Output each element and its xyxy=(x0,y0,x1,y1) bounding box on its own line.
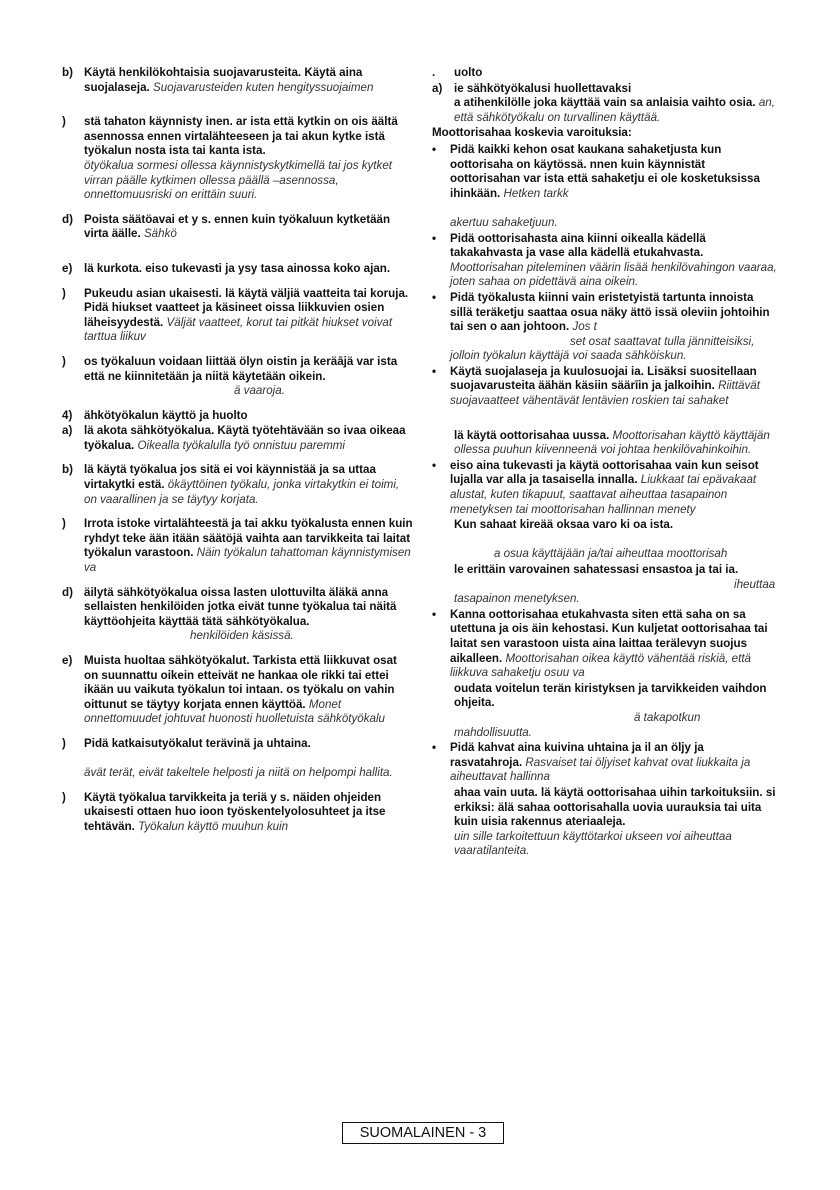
rule-4e xyxy=(62,654,414,727)
warning-5 xyxy=(432,429,778,458)
rule-note: Väljät vaatteet, korut tai pitkät hiukset voivat tarttua liikuv xyxy=(84,315,393,344)
warning-note: Rasvaiset tai öljyiset kahvat ovat liukkaita ja aiheuttavat hallinna xyxy=(450,755,751,784)
item-label: d) xyxy=(62,212,73,226)
rule-text: lä kurkota. eiso tukevasti ja ysy tasa ainossa koko ajan. xyxy=(84,261,391,275)
chainsaw-warnings-heading: Moottorisahaa koskevia varoituksia: xyxy=(432,126,632,140)
rule-text: Käytä henkilökohtaisia suojavarusteita. Käytä aina suojalaseja. xyxy=(84,66,363,94)
rule-4a xyxy=(62,424,414,453)
warning-9 xyxy=(432,608,778,681)
item-label: a) xyxy=(62,424,73,438)
rule-note: henkilöiden käsissä. xyxy=(190,629,294,643)
rule-text: Pidä katkaisutyökalut terävinä ja uhtaina. xyxy=(84,736,311,750)
rule-note: Näin työkalun tahattoman käynnistymisen va xyxy=(84,546,411,575)
rule-text-2: a atihenkilölle joka käyttää vain sa anlaisia vaihto osia. xyxy=(454,96,756,110)
warning-7 xyxy=(432,518,778,562)
warning-text: le erittäin varovainen sahatessasi ensastoa ja tai ia. xyxy=(454,563,739,576)
rule-5a xyxy=(432,82,778,126)
section-number: 4) xyxy=(62,408,73,422)
rule-4c xyxy=(62,517,414,575)
item-label: ) xyxy=(62,790,66,804)
rule-f xyxy=(62,287,414,345)
warning-text: Kun sahaat kireää oksaa varo ki oa ista. xyxy=(454,518,674,532)
rule-text: Irrota istoke virtalähteestä ja tai akku työkalusta ennen kuin ryhdyt teke ään itään säätöjä vaihta aan tarvikkeita tai laitat työkalun varastoon. xyxy=(84,517,413,560)
rule-text: stä tahaton käynnisty inen. ar ista että kytkin on ois äältä asennossa ennen virtalähteeseen ja tai akun kytke istä työkalun nosta ista tai kanta ista. xyxy=(84,115,398,158)
warning-note: iheuttaa tasapainon menetyksen. xyxy=(454,577,776,606)
warning-note: Hetken tarkk xyxy=(503,186,569,200)
warning-text: ahaa vain uuta. lä käytä oottorisahaa uihin tarkoituksiin. si erkiksi: älä sahaa oottorisahalla uovia uurauksia tai uita kuin uisia rakennus ateriaaleja. xyxy=(454,785,776,829)
warning-10 xyxy=(432,682,778,740)
rule-note: an, että sähkötyökalu on turvallinen käyttää. xyxy=(454,96,775,124)
warning-note-2: set osat saattavat tulla jännitteisiksi, jolloin työkalun käyttäjä voi saada sähköiskun. xyxy=(450,334,755,363)
item-label: d) xyxy=(62,585,73,599)
warning-text: lä käytä oottorisahaa uussa. xyxy=(454,428,610,442)
warning-text: Pidä kaikki kehon osat kaukana sahaketjusta kun oottorisaha on käytössä. nnen kuin käynnistät oottorisahan var ista että sahaketju ei ole kosketuksissa ihinkään. xyxy=(450,142,760,200)
rule-text: os työkaluun voidaan liittää ölyn oistin ja keräājä var ista että ne kiinnitetään ja niitä käytetään oikein. xyxy=(84,354,398,383)
section-4-heading xyxy=(62,409,414,424)
item-label: b) xyxy=(62,66,73,79)
rule-text: Muista huoltaa sähkötyökalut. Tarkista että liikkuvat osat on suunnattu oikein etteivät ne hankaa ole rikki tai ettei ikään uu vaikuta työkalun toi intaan. os työkalu on vahin oittunut se täytyy korjata ennen käyttöä. xyxy=(84,654,397,711)
section-title: ähkötyökalun käyttö ja huolto xyxy=(84,408,248,422)
rule-4d xyxy=(62,586,414,644)
rule-note: ävät terät, eivät takeltele helposti ja niitä on helpompi hallita. xyxy=(84,766,393,780)
rule-note: Monet onnettomuudet johtuvat huonosti huolletuista sähkötyökalu xyxy=(84,697,386,726)
item-label: ) xyxy=(62,286,66,300)
warning-4 xyxy=(432,365,778,409)
bullet-icon: • xyxy=(432,458,437,472)
rule-text: Käytä työkalua tarvikkeita ja teriä y s. näiden ohjeiden ukaisesti ottaen huo ioon työskentelyolosuhteet ja itse tehtävän. xyxy=(84,790,386,833)
rule-text: äilytä sähkötyökalua oissa lasten ulottuvilta äläkä anna sellaisten henkilöiden jotka eivät tunne työkalua tai näitä käyttöohjeita käyttää tätä sähkötyökalua. xyxy=(84,585,397,628)
warning-3 xyxy=(432,291,778,364)
rule-note: Työkalun käyttö muuhun kuin xyxy=(138,819,289,833)
rule-4b xyxy=(62,463,414,507)
warning-text: Käytä suojalaseja ja kuulosuojai ia. Lisäksi suositellaan suojavarusteita äähän käsiin säärīin ja jalkoihin. xyxy=(450,364,757,393)
warning-note: Moottorisahan oikea käyttö vähentää riskiä, että liikkuva sahaketju osuu va xyxy=(450,651,751,680)
rule-note: Oikealla työkalulla työ onnistuu paremmi xyxy=(137,438,345,452)
item-label: ) xyxy=(62,736,66,750)
bullet-icon: • xyxy=(432,364,437,378)
right-column xyxy=(432,66,778,860)
warning-1 xyxy=(432,143,778,231)
rule-g xyxy=(62,355,414,399)
item-label: ) xyxy=(62,517,66,531)
warning-6 xyxy=(432,459,778,517)
rule-b xyxy=(62,66,414,95)
warning-note: ä takapotkun mahdollisuutta. xyxy=(454,710,701,739)
warning-note: Moottorisahan käyttö käyttäjän ollessa puuhun kiivenneenä voi johtaa henkilövahinkoihin. xyxy=(454,428,770,457)
bullet-icon: • xyxy=(432,231,437,245)
rule-note: ä vaaroja. xyxy=(234,384,285,398)
warning-note: Moottorisahan piteleminen väärin lisää henkilövahingon vaaraa, joten sahaa on pidettävä aina oikein. xyxy=(450,260,777,289)
rule-e xyxy=(62,262,414,277)
rule-note: ökäyttöinen työkalu, jonka virtakytkin ei toimi, on vaarallinen ja se täytyy korjata. xyxy=(84,478,400,506)
warning-text: Pidä oottorisahasta aina kiinni oikealla kädellä takakahvasta ja vase alla kädellä etukahvasta. xyxy=(450,231,706,260)
warning-text: Pidä kahvat aina kuivina uhtaina ja il an öljy ja rasvatahroja. xyxy=(450,741,704,769)
item-label: b) xyxy=(62,463,73,477)
warning-8 xyxy=(432,563,778,607)
rule-text: Pukeudu asian ukaisesti. lä käytä väljiä vaatteita tai koruja. Pidä hiukset vaatteet ja käsineet oissa liikkuvien osien läheisyydestä. xyxy=(84,286,409,329)
warning-note: Jos t xyxy=(572,320,597,334)
warning-text: oudata voitelun terän kiristyksen ja tarvikkeiden vaihdon ohjeita. xyxy=(454,681,767,710)
item-label: ) xyxy=(62,115,66,129)
warning-text: Pidä työkalusta kiinni vain eristetyistä tartunta innoista sillä teräketju saattaa osua näky ättö issä oleviin johtoihin tai sen o aan johtoon. xyxy=(450,290,770,334)
warning-12 xyxy=(432,786,778,859)
rule-4g xyxy=(62,791,414,835)
item-label: e) xyxy=(62,654,73,667)
rule-text: Poista säätöavai et y s. ennen kuin työkaluun kytketään virta äälle. xyxy=(84,212,391,241)
bullet-icon: • xyxy=(432,741,437,755)
rule-text: ie sähkötyökalusi huollettavaksi xyxy=(454,81,632,95)
rule-text: lä käytä työkalua jos sitä ei voi käynnistää ja sa uttaa virtakytki estä. xyxy=(84,463,376,492)
item-label: ) xyxy=(62,354,66,368)
item-label: a) xyxy=(432,81,443,95)
section-5-heading xyxy=(432,66,778,81)
bullet-icon: • xyxy=(432,607,437,621)
warning-2 xyxy=(432,232,778,290)
rule-note: ötyökalua sormesi ollessa käynnistyskytkimellä tai jos kytket virran päälle kytkimen ollessa päällä –asennossa, onnettomuusriski on erittäin suuri. xyxy=(84,158,392,202)
bullet-icon: • xyxy=(432,290,437,304)
warning-note-2: akertuu sahaketjuun. xyxy=(450,215,558,229)
section-title: uolto xyxy=(454,66,483,79)
warning-11 xyxy=(432,741,778,785)
rule-note: Suojavarusteiden kuten hengityssuojaimen xyxy=(152,80,374,94)
rule-c xyxy=(62,115,414,203)
rule-text: lä akota sähkötyökalua. Käytä työtehtävään so ivaa oikeaa työkalua. xyxy=(84,424,406,452)
warning-note: Liukkaat tai epävakaat alustat, kuten tikapuut, saattavat aiheuttaa tasapainon menetyksen tai moottorisahan hallinnan menety xyxy=(450,473,757,516)
item-label: e) xyxy=(62,261,73,275)
warning-note: a osua käyttäjään ja/tai aiheuttaa moottorisah xyxy=(494,547,728,561)
rule-d xyxy=(62,213,414,242)
warning-text: Kanna oottorisahaa etukahvasta siten että saha on sa utettuna ja ois äin kehostasi. Kun kuljetat oottorisahaa tai laitat sen varastoon uista aina laittaa terälevyn suojus aikalleen. xyxy=(450,607,768,665)
warning-note: uin sille tarkoitettuun käyttötarkoi ukseen voi aiheuttaa vaaratilanteita. xyxy=(454,829,732,858)
section-number: . xyxy=(432,66,436,79)
warning-note: Riittävät suojavaatteet vähentävät lentävien roskien tai sahaket xyxy=(450,379,760,408)
rule-note: Sähkö xyxy=(143,227,177,241)
rule-4f xyxy=(62,737,414,781)
bullet-icon: • xyxy=(432,142,437,156)
left-column xyxy=(62,66,414,845)
page-footer-label: SUOMALAINEN - 3 xyxy=(342,1122,504,1144)
warning-text: eiso aina tukevasti ja käytä oottorisahaa vain kun seisot lujalla var alla ja tasaisella innalla. xyxy=(450,458,759,487)
